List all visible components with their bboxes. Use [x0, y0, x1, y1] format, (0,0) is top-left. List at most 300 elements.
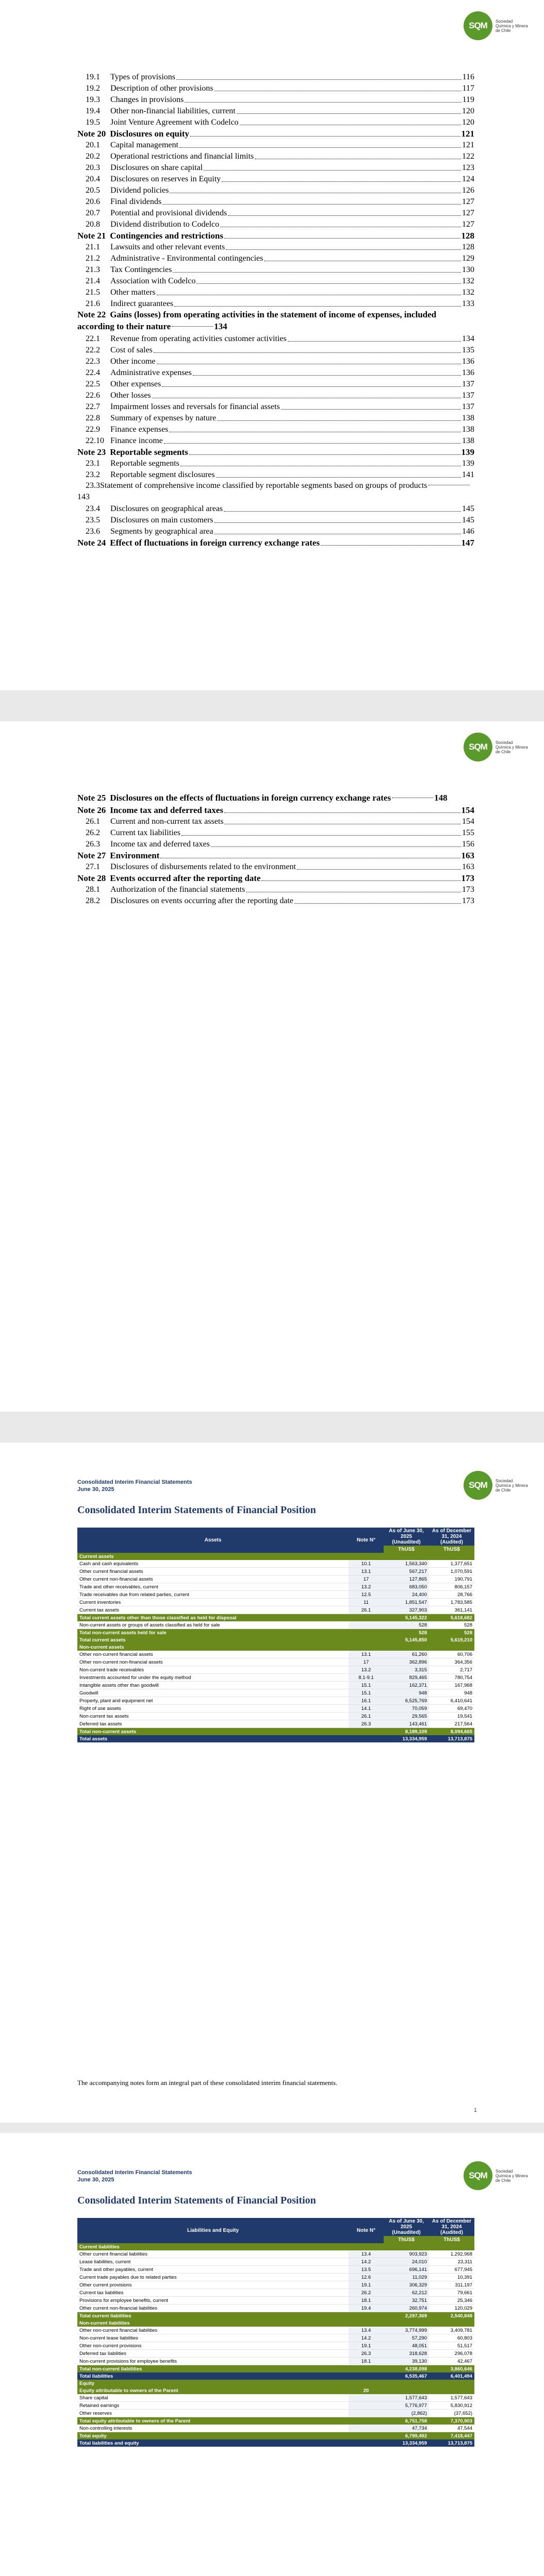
row-label: Lease liabilities, current	[77, 2258, 349, 2266]
sqm-logo	[464, 11, 529, 40]
toc-entry-title: Other non-financial liabilities, current	[110, 107, 236, 115]
table-of-contents	[77, 71, 474, 548]
toc-entry-title: Disclosures on the effects of fluctuations in foreign currency exchange rates	[110, 793, 391, 803]
toc-entry[interactable]	[77, 207, 474, 218]
toc-entry[interactable]	[77, 838, 474, 850]
toc-entry[interactable]	[77, 333, 474, 344]
row-note: 10.1	[349, 1560, 384, 1568]
toc-entry[interactable]	[77, 401, 474, 412]
toc-entry[interactable]	[77, 241, 474, 252]
toc-entry-page: 138	[462, 414, 474, 422]
toc-entry-number: 22.3	[86, 357, 100, 366]
toc-entry-number: 20.5	[86, 186, 100, 195]
toc-entry-title: Tax Contingencies	[110, 265, 172, 274]
row-value-current: 683,050	[384, 1583, 429, 1591]
toc-note-entry[interactable]	[77, 804, 474, 816]
row-label: Current inventories	[77, 1599, 349, 1606]
toc-entry-page: 127	[462, 209, 474, 217]
row-value-prior: 528	[429, 1621, 474, 1629]
row-value-current: 47,734	[384, 2425, 429, 2432]
toc-entry[interactable]	[77, 827, 474, 838]
sqm-logo-tagline: Sociedad Química y Minera de Chile	[496, 19, 528, 33]
sqm-logo-mark: SQM	[464, 1471, 492, 1500]
toc-entry-title: Capital management	[110, 141, 178, 149]
row-label: Other current provisions	[77, 2281, 349, 2289]
toc-note-entry[interactable]	[77, 230, 474, 241]
toc-entry[interactable]	[77, 116, 474, 128]
toc-entry-page: 136	[462, 357, 474, 366]
toc-leader-dots	[216, 477, 461, 478]
toc-entry-page: 148	[434, 793, 448, 803]
toc-leader-dots	[281, 409, 461, 410]
row-label: Non-current provisions for employee benefits	[77, 2358, 349, 2365]
toc-entry-number: 20.1	[86, 141, 100, 149]
toc-entry-page: 135	[462, 346, 474, 354]
toc-note-entry[interactable]	[77, 128, 474, 139]
toc-leader-dots	[222, 181, 461, 182]
row-value-current: 5,145,322	[384, 1614, 429, 1622]
toc-entry-title: Administrative - Environmental contingencies	[110, 254, 263, 263]
toc-entry-page: 130	[462, 265, 474, 274]
toc-entry-number: 19.4	[86, 107, 100, 115]
toc-leader-dots	[176, 79, 461, 80]
column-header-current: As of June 30, 2025 (Unaudited)	[384, 2218, 429, 2236]
toc-entry[interactable]	[77, 435, 474, 446]
row-note: 15.1	[349, 1689, 384, 1697]
row-value-prior: 51,517	[429, 2342, 474, 2350]
toc-entry[interactable]	[77, 469, 474, 480]
toc-entry-title: Other expenses	[110, 380, 161, 388]
toc-entry-title: Disclosures on equity	[110, 129, 189, 139]
toc-leader-dots	[204, 170, 461, 171]
toc-entry-page: 154	[461, 805, 474, 815]
row-note: 14.1	[349, 1705, 384, 1713]
row-note: 19.1	[349, 2342, 384, 2350]
row-note	[349, 1643, 384, 1651]
toc-entry[interactable]	[77, 150, 474, 162]
toc-entry-number: 20.2	[86, 152, 100, 161]
toc-entry-page: 138	[462, 425, 474, 434]
toc-entry-title: Disclosures on geographical areas	[110, 504, 223, 513]
table-row	[77, 1674, 474, 1682]
row-label: Goodwill	[77, 1689, 349, 1697]
toc-entry-number: 21.1	[86, 243, 100, 251]
toc-entry-page: 145	[462, 516, 474, 524]
section-row	[77, 2380, 474, 2387]
row-value-current: 24,400	[384, 1591, 429, 1599]
row-value-prior: 5,618,682	[429, 1614, 474, 1622]
toc-note-entry[interactable]	[77, 446, 474, 457]
toc-entry-title: Revenue from operating activities customer activities	[110, 334, 287, 343]
toc-leader-dots	[162, 204, 461, 205]
toc-leader-dots	[217, 420, 461, 421]
row-label: Trade and other payables, current	[77, 2266, 349, 2274]
row-label: Right of use assets	[77, 1705, 349, 1713]
row-value-prior: 7,370,903	[429, 2417, 474, 2425]
section-row	[77, 2243, 474, 2250]
row-note	[349, 1636, 384, 1643]
row-value-prior	[429, 1553, 474, 1560]
row-label: Deferred tax assets	[77, 1720, 349, 1728]
row-value-current: 6,525,769	[384, 1697, 429, 1705]
row-label: Other current financial liabilities	[77, 2250, 349, 2258]
toc-entry[interactable]	[77, 286, 474, 298]
total-row	[77, 2439, 474, 2447]
table-row	[77, 2342, 474, 2350]
table-row	[77, 2297, 474, 2304]
table-row	[77, 1568, 474, 1575]
toc-entry-number: Note 22	[77, 310, 106, 319]
total-row	[77, 2312, 474, 2320]
row-label: Total non-current assets	[77, 1728, 349, 1736]
table-row	[77, 2281, 474, 2289]
row-label: Provisions for employee benefits, current	[77, 2297, 349, 2304]
row-label: Property, plant and equipment net	[77, 1697, 349, 1705]
toc-entry-page: 141	[462, 470, 474, 479]
toc-leader-dots	[226, 249, 461, 250]
row-note: 26.1	[349, 1713, 384, 1720]
toc-leader-dots	[237, 113, 461, 114]
total-row	[77, 1728, 474, 1736]
row-value-prior: 1,292,968	[429, 2250, 474, 2258]
toc-leader-dots	[164, 443, 461, 444]
toc-note-entry[interactable]	[77, 850, 474, 861]
toc-entry-number: 20.4	[86, 175, 100, 183]
row-note	[349, 1728, 384, 1736]
toc-entry[interactable]	[77, 367, 474, 378]
toc-entry-number: 21.5	[86, 288, 100, 297]
table-row	[77, 1560, 474, 1568]
row-value-current: 528	[384, 1629, 429, 1637]
row-note: 13.4	[349, 2250, 384, 2258]
toc-entry-title: Types of provisions	[110, 73, 175, 81]
toc-entry-number: 22.10	[86, 436, 104, 445]
row-value-current: 70,059	[384, 1705, 429, 1713]
sqm-logo-tagline: Sociedad Química y Minera de Chile	[496, 1478, 528, 1493]
toc-entry[interactable]	[77, 139, 474, 150]
toc-entry[interactable]	[77, 816, 474, 827]
toc-entry[interactable]	[77, 344, 474, 355]
toc-entry-title: Administrative expenses	[110, 368, 192, 377]
toc-leader-dots	[224, 812, 460, 813]
row-note	[349, 1629, 384, 1637]
toc-leader-dots	[182, 835, 461, 836]
toc-entry[interactable]	[77, 298, 474, 309]
toc-entry[interactable]	[77, 105, 474, 116]
toc-entry-title: Disclosures on events occurring after the reporting date	[110, 896, 293, 905]
toc-entry[interactable]	[77, 503, 474, 514]
table-row	[77, 2334, 474, 2342]
toc-entry-title: Potential and provisional dividends	[110, 209, 227, 217]
statement-title: Consolidated Interim Statements of Financial Position	[77, 1504, 316, 1516]
row-label: Other non-current provisions	[77, 2342, 349, 2350]
row-label: Current assets	[77, 1553, 349, 1560]
toc-entry-number: 22.4	[86, 368, 100, 377]
toc-entry-number: Note 24	[77, 538, 106, 548]
toc-entry[interactable]	[77, 162, 474, 173]
row-value-current: 13,334,959	[384, 1735, 429, 1742]
row-value-current: 3,315	[384, 1666, 429, 1674]
toc-entry[interactable]	[77, 526, 474, 537]
document-header	[77, 1479, 192, 1493]
toc-entry-title: Statement of comprehensive income classified by reportable segments based on groups of products	[100, 481, 427, 490]
toc-entry-number: 21.2	[86, 254, 100, 263]
row-value-current: 162,371	[384, 1682, 429, 1689]
toc-entry-number: 21.4	[86, 277, 100, 285]
row-value-prior: 528	[429, 1629, 474, 1637]
toc-entry-page: 121	[462, 141, 474, 149]
row-value-prior: 8,094,665	[429, 1728, 474, 1736]
toc-entry-page: 133	[462, 299, 474, 308]
column-unit: ThUS$	[384, 1546, 429, 1553]
toc-entry-page: 146	[462, 527, 474, 536]
toc-entry-title: Reportable segments	[110, 447, 188, 457]
row-value-prior: 28,766	[429, 1591, 474, 1599]
row-label: Non-current lease liabilities	[77, 2334, 349, 2342]
toc-leader-dots	[211, 846, 461, 847]
row-label: Equity	[77, 2380, 349, 2387]
row-note: 14.2	[349, 2334, 384, 2342]
toc-entry-title: Segments by geographical area	[110, 527, 213, 536]
row-value-current	[384, 1643, 429, 1651]
row-note	[349, 1614, 384, 1622]
row-note: 16.1	[349, 1697, 384, 1705]
toc-entry-title: Gains (losses) from operating activities in the statement of income of expenses, included according to their nature	[77, 310, 437, 331]
toc-entry-number: 20.6	[86, 197, 100, 206]
column-unit: ThUS$	[429, 1546, 474, 1553]
row-note: 18.1	[349, 2297, 384, 2304]
toc-entry-number: Note 26	[77, 805, 106, 815]
table-row	[77, 1583, 474, 1591]
row-label: Deferred tax liabilities	[77, 2350, 349, 2358]
toc-entry[interactable]	[77, 884, 474, 895]
toc-entry-number: 23.6	[86, 527, 100, 536]
row-label: Total equity attributable to owners of the Parent	[77, 2417, 349, 2425]
table-row	[77, 2350, 474, 2358]
toc-entry-number: 23.3	[86, 481, 100, 490]
row-label: Total current assets other than those classified as held for disposal	[77, 1614, 349, 1622]
toc-entry-title: Events occurred after the reporting date	[110, 873, 261, 883]
row-note: 13.5	[349, 2266, 384, 2274]
row-value-current: 62,212	[384, 2289, 429, 2297]
total-row	[77, 1735, 474, 1742]
row-note	[349, 2380, 384, 2387]
toc-entry[interactable]	[77, 71, 474, 82]
table-of-contents	[77, 792, 474, 906]
toc-entry-title: Other losses	[110, 391, 151, 400]
row-value-prior: 361,141	[429, 1606, 474, 1614]
row-label: Other non-current non-financial assets	[77, 1658, 349, 1666]
column-header-label: Liabilities and Equity	[77, 2218, 349, 2243]
toc-entry-title: Disclosures of disbursements related to the environment	[110, 862, 296, 871]
toc-entry-number: 22.9	[86, 425, 100, 434]
table-row	[77, 1720, 474, 1728]
row-label: Total current liabilities	[77, 2312, 349, 2320]
toc-entry-title: Disclosures on reserves in Equity	[110, 175, 221, 183]
row-value-prior: 69,470	[429, 1705, 474, 1713]
toc-entry-number: 19.3	[86, 95, 100, 104]
row-value-prior: 19,541	[429, 1713, 474, 1720]
toc-entry[interactable]	[77, 457, 474, 469]
row-note	[349, 2439, 384, 2447]
row-value-current	[384, 2380, 429, 2387]
toc-entry-number: Note 23	[77, 447, 106, 457]
sqm-logo	[464, 1471, 529, 1500]
statement-title: Consolidated Interim Statements of Financial Position	[77, 2195, 316, 2206]
toc-entry-page: 139	[462, 459, 474, 468]
toc-entry-number: 23.1	[86, 459, 100, 468]
toc-entry[interactable]	[77, 252, 474, 264]
toc-entry-page: 143	[77, 493, 90, 501]
row-label: Current tax liabilities	[77, 2289, 349, 2297]
toc-entry-number: 26.1	[86, 817, 100, 826]
toc-entry[interactable]	[77, 355, 474, 367]
row-value-prior: 1,377,651	[429, 1560, 474, 1568]
toc-entry-number: 22.7	[86, 402, 100, 411]
toc-entry-title: Description of other provisions	[110, 84, 213, 93]
table-row	[77, 2266, 474, 2274]
row-label: Non-current assets or groups of assets classified as held for sale	[77, 1621, 349, 1629]
toc-entry[interactable]	[77, 514, 474, 526]
row-label: Non-current assets	[77, 1643, 349, 1651]
row-value-prior: 1,783,585	[429, 1599, 474, 1606]
toc-entry-page: 120	[462, 118, 474, 127]
toc-entry-page: 173	[461, 873, 474, 883]
row-value-current: 48,051	[384, 2342, 429, 2350]
toc-note-entry[interactable]	[77, 872, 474, 884]
total-row	[77, 2432, 474, 2440]
row-value-current: 829,465	[384, 1674, 429, 1682]
toc-leader-dots	[179, 147, 461, 148]
toc-leader-dots	[294, 903, 461, 904]
row-note	[349, 1621, 384, 1629]
toc-note-entry[interactable]	[77, 792, 474, 804]
header-title: Consolidated Interim Financial Statements	[77, 1479, 192, 1485]
toc-entry-page: 129	[462, 254, 474, 263]
toc-entry[interactable]	[77, 218, 474, 230]
toc-entry-title: Finance income	[110, 436, 163, 445]
toc-entry[interactable]	[77, 82, 474, 94]
row-value-prior	[429, 1643, 474, 1651]
row-value-current: 11,029	[384, 2274, 429, 2281]
toc-entry[interactable]	[77, 378, 474, 389]
toc-entry-number: 21.3	[86, 265, 100, 274]
section-row	[77, 1553, 474, 1560]
toc-page-2	[0, 721, 544, 1412]
toc-entry[interactable]	[77, 173, 474, 184]
table-row	[77, 1575, 474, 1583]
table-header-row	[77, 2218, 474, 2236]
column-header-prior: As of December 31, 2024 (Audited)	[429, 2218, 474, 2236]
toc-entry[interactable]	[77, 196, 474, 207]
row-note: 13.4	[349, 2327, 384, 2334]
table-row	[77, 2394, 474, 2402]
toc-entry-page: 132	[462, 288, 474, 297]
toc-entry-number: 19.1	[86, 73, 100, 81]
row-note: 12.6	[349, 2274, 384, 2281]
toc-entry[interactable]	[77, 861, 474, 872]
toc-entry-number: Note 27	[77, 851, 106, 860]
toc-entry[interactable]	[77, 423, 474, 435]
row-value-current: 143,461	[384, 1720, 429, 1728]
toc-entry-page: 145	[462, 504, 474, 513]
row-label: Other current non-financial liabilities	[77, 2304, 349, 2312]
total-row	[77, 2372, 474, 2380]
toc-entry-page: 173	[462, 885, 474, 894]
row-value-current: 5,776,977	[384, 2402, 429, 2410]
row-value-current: 306,329	[384, 2281, 429, 2289]
row-value-prior: 1,070,591	[429, 1568, 474, 1575]
toc-entry[interactable]	[77, 184, 474, 196]
table-row	[77, 2289, 474, 2297]
row-value-prior: 6,401,494	[429, 2372, 474, 2380]
toc-leader-dots	[224, 238, 460, 239]
table-row	[77, 2274, 474, 2281]
header-date: June 30, 2025	[77, 2177, 114, 2183]
table-row	[77, 1651, 474, 1658]
toc-entry[interactable]	[77, 895, 474, 906]
toc-leader-dots	[174, 306, 461, 307]
table-row	[77, 1713, 474, 1720]
toc-leader-dots	[228, 215, 461, 216]
row-note: 26.1	[349, 1606, 384, 1614]
table-header-row	[77, 1528, 474, 1546]
row-value-prior: 2,540,848	[429, 2312, 474, 2320]
row-label: Total liabilities and equity	[77, 2439, 349, 2447]
toc-entry-title: Dividend distribution to Codelco	[110, 220, 220, 229]
toc-entry-number: 26.3	[86, 840, 100, 849]
toc-entry-page: 121	[461, 129, 474, 139]
sqm-logo-mark: SQM	[464, 2161, 492, 2190]
toc-entry-title: Impairment losses and reversals for financial assets	[110, 402, 280, 411]
row-label: Total equity	[77, 2432, 349, 2440]
table-row	[77, 1689, 474, 1697]
table-row	[77, 2250, 474, 2258]
toc-leader-dots	[172, 326, 213, 327]
toc-leader-dots	[297, 869, 461, 870]
toc-entry[interactable]	[77, 389, 474, 401]
toc-leader-dots	[261, 880, 460, 881]
row-value-prior: 780,754	[429, 1674, 474, 1682]
table-row	[77, 2327, 474, 2334]
toc-entry-title: Finance expenses	[110, 425, 169, 434]
table-row	[77, 2410, 474, 2417]
row-label: Total liabilities	[77, 2372, 349, 2380]
toc-entry-page: 156	[462, 840, 474, 849]
row-value-prior: 806,157	[429, 1583, 474, 1591]
toc-note-entry[interactable]	[77, 537, 474, 548]
row-value-prior: 10,391	[429, 2274, 474, 2281]
row-value-prior: 23,311	[429, 2258, 474, 2266]
row-label: Other non-current financial liabilities	[77, 2327, 349, 2334]
toc-entry[interactable]	[77, 275, 474, 286]
toc-entry[interactable]	[77, 264, 474, 275]
toc-note-entry[interactable]	[77, 309, 474, 333]
toc-entry-page: 128	[461, 231, 474, 241]
row-note: 19.1	[349, 2281, 384, 2289]
toc-entry[interactable]	[77, 412, 474, 423]
toc-entry[interactable]	[77, 480, 474, 503]
toc-leader-dots	[193, 375, 461, 376]
toc-entry-number: 19.5	[86, 118, 100, 127]
row-value-prior: 311,197	[429, 2281, 474, 2289]
toc-entry[interactable]	[77, 94, 474, 105]
row-note: 19.4	[349, 2304, 384, 2312]
row-note	[349, 2417, 384, 2425]
toc-entry-number: 22.8	[86, 414, 100, 422]
row-note: 13.2	[349, 1666, 384, 1674]
row-note: 13.1	[349, 1651, 384, 1658]
